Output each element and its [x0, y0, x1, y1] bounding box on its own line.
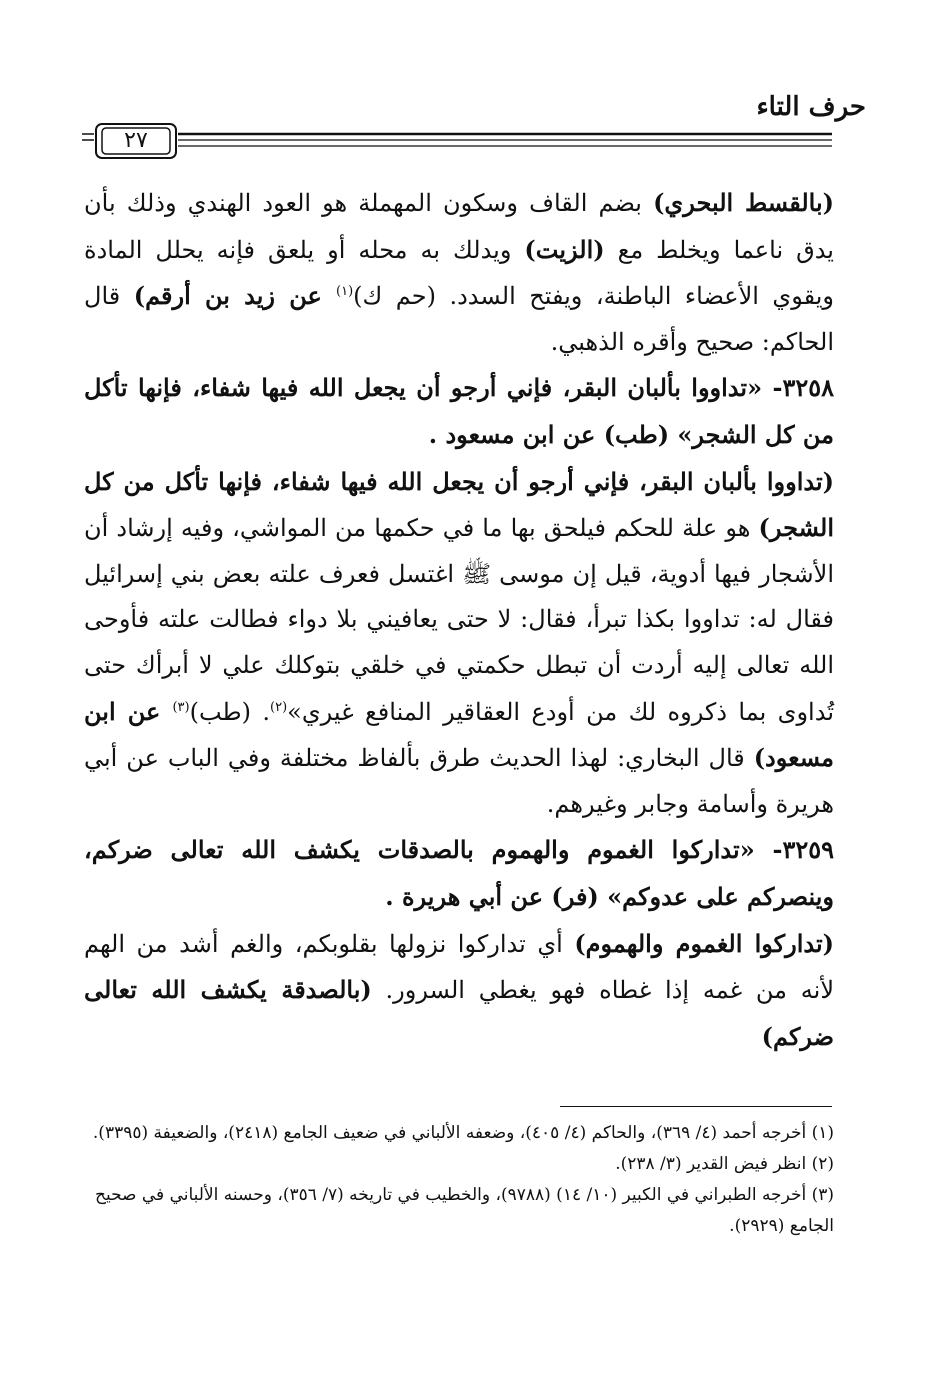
commentary-paragraph-3 [84, 921, 834, 1061]
commentary-text: هو علة للحكم فيلحق بها ما في حكمها من المواشي، وفيه إرشاد أن الأشجار فيها أدوية، قيل إن موسى ﷺ اغتسل فعرف علته بعض بني إسرائيل فقال له: تداووا بكذا تبرأ، فقال: لا حتى يعافيني بلا دواء فطالت علته فأوحى الله تعالى إليه أردت أن تبطل حكمتي في خلقي بتوكلك علي لا أبرأك حتى تُداوى بما ذكروه لك من أودع العقاقير المنافع غيري» [84, 514, 835, 726]
quoted-term: (بالقسط البحري) [653, 188, 834, 217]
footnote-ref-2: (٢) [270, 699, 288, 715]
commentary-paragraph-2 [84, 459, 834, 828]
narrator-name: عن زيد بن أرقم) [133, 281, 337, 311]
commentary-text: ويدلك به محله أو يلعق فإنه يحلل المادة ويقوي الأعضاء الباطنة، ويفتح السدد. (حم ك) [84, 235, 835, 311]
footnotes [84, 1118, 834, 1242]
commentary-text: . (طب) [189, 697, 270, 726]
footnote-divider [560, 1106, 832, 1107]
commentary-text: قال البخاري: لهذا الحديث طرق بألفاظ مختلفة وفي الباب عن أبي هريرة وأسامة وجابر وغيرهم. [84, 744, 834, 818]
page-number: ٢٧ [124, 128, 148, 153]
footnote-2: (٢) انظر فيض القدير (٣/ ٢٣٨). [615, 1154, 834, 1174]
narrator-name: عن ابن مسعود) [84, 696, 834, 773]
footnote-1: (١) أخرجه أحمد (٤/ ٣٦٩)، والحاكم (٤/ ٤٠٥)، وضعفه الألباني في ضعيف الجامع (٢٤١٨)، والضعيفة (٣٣٩٥). [92, 1123, 834, 1143]
footnote-3: (٣) أخرجه الطبراني في الكبير (١٠/ ١٤) (٩٧٨٨)، والخطيب في تاريخه (٧/ ٣٥٦)، وحسنه الألباني في صحيح الجامع (٢٩٢٩). [94, 1185, 834, 1236]
commentary-text: قال الحاكم: صحيح وأقره الذهبي. [84, 282, 834, 356]
header-rule [82, 120, 832, 162]
hadith-3259 [84, 827, 834, 920]
commentary-text: أي تداركوا نزولها بقلوبكم، والغم أشد من الهم لأنه من غمه إذا غطاه فهو يغطي السرور. [84, 929, 835, 1005]
quoted-term: (بالصدقة يكشف الله تعالى ضركم) [84, 975, 834, 1051]
commentary-text: بضم القاف وسكون المهملة هو العود الهندي وذلك بأن يدق ناعما ويخلط مع [84, 189, 834, 264]
footnote-ref-1: (١) [336, 284, 354, 300]
footnote-ref-3: (٣) [172, 699, 190, 715]
quoted-term: (الزيت) [524, 234, 605, 264]
main-body [84, 180, 834, 1060]
commentary-paragraph-1 [84, 180, 834, 365]
chapter-title: حرف التاء [756, 92, 866, 122]
hadith-text: ٣٢٥٩- «تداركوا الغموم والهموم بالصدقات يكشف الله تعالى ضركم، وينصركم على عدوكم» (فر) عن أبي هريرة . [84, 835, 834, 911]
hadith-text: ٣٢٥٨- «تداووا بألبان البقر، فإني أرجو أن يجعل الله فيها شفاء، فإنها تأكل من كل الشجر» (طب) عن ابن مسعود . [84, 373, 834, 449]
quoted-term: (تداركوا الغموم والهموم) [574, 928, 835, 958]
quoted-term: (تداووا بألبان البقر، فإني أرجو أن يجعل الله فيها شفاء، فإنها تأكل من كل الشجر) [84, 466, 835, 543]
hadith-3258 [84, 365, 834, 458]
